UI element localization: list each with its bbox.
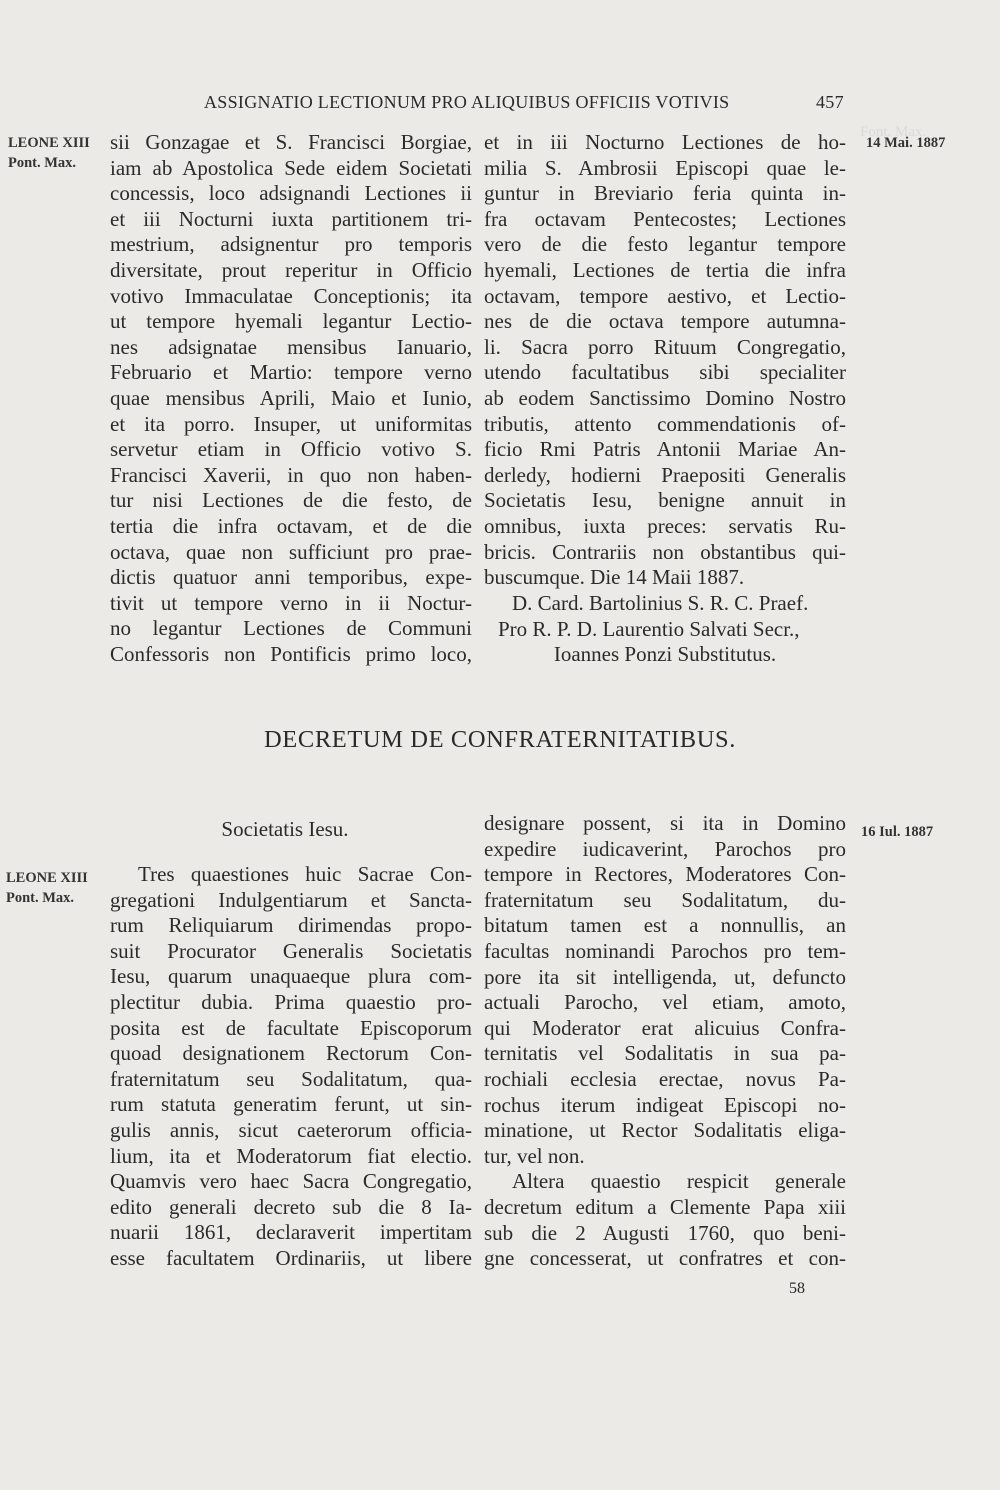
text-line: gulis annis, sicut caeterorum officia- <box>110 1117 472 1142</box>
text-line: fraternitatum seu Sodalitatum, du- <box>484 887 846 912</box>
top-right-column <box>484 130 846 591</box>
text-line: et in iii Nocturno Lectiones de ho- <box>484 130 846 154</box>
text-line: tivit ut tempore verno in ii Noctur- <box>110 590 472 615</box>
text-line: sub die 2 Augusti 1760, quo beni- <box>484 1220 846 1245</box>
text-line: designare possent, si ita in Domino <box>484 811 846 835</box>
text-line: mestrium, adsignentur pro temporis <box>110 232 472 257</box>
text-line: Quamvis vero haec Sacra Congregatio, <box>110 1169 472 1194</box>
text-line: facultas nominandi Parochos pro tem- <box>484 938 846 963</box>
text-line: tur, vel non. <box>484 1143 585 1168</box>
margin-note-top-left <box>8 133 90 173</box>
text-line: octava, quae non sufficiunt pro prae- <box>110 539 472 564</box>
text-line: gregationi Indulgentiarum et Sancta- <box>110 887 472 912</box>
text-line: servetur etiam in Officio votivo S. <box>110 437 472 462</box>
text-line: votivo Immaculatae Conceptionis; ita <box>110 283 472 308</box>
text-line: quae mensibus Aprili, Maio et Iunio, <box>110 385 472 410</box>
text-line: milia S. Ambrosii Episcopi quae le- <box>484 155 846 180</box>
show-through-text: Font. Max. <box>860 124 927 140</box>
top-left-column <box>110 130 472 667</box>
text-line: bitatum tamen est a nonnullis, an <box>484 913 846 938</box>
text-line: ternitatis vel Sodalitatis in sua pa- <box>484 1041 846 1066</box>
text-line: fraternitatum seu Sodalitatum, qua- <box>110 1066 472 1091</box>
text-line: et ita porro. Insuper, ut uniformitas <box>110 411 472 436</box>
text-line: decretum editum a Clemente Papa xiii <box>484 1194 846 1219</box>
margin-note-line: Pont. Max. <box>6 890 75 906</box>
text-line: dictis quatuor anni temporibus, expe- <box>110 565 472 590</box>
text-line: sii Gonzagae et S. Francisci Borgiae, <box>110 130 472 154</box>
decree-heading: DECRETUM DE CONFRATERNITATIBUS. <box>264 726 736 753</box>
signature-mark: 58 <box>789 1280 805 1297</box>
text-line: expedire iudicaverint, Parochos pro <box>484 836 846 861</box>
text-line: nes de die octava tempore autumna- <box>484 309 846 334</box>
signature-block <box>484 591 846 668</box>
text-line: edito generali decreto sub die 8 Ia- <box>110 1194 472 1219</box>
text-line: ut tempore hyemali legantur Lectio- <box>110 309 472 334</box>
signature-line: Pro R. P. D. Laurentio Salvati Secr., <box>498 616 800 641</box>
text-line: minatione, ut Rector Sodalitatis eliga- <box>484 1118 846 1143</box>
text-line: fra octavam Pentecostes; Lectiones <box>484 206 846 231</box>
text-line: octavam, tempore aestivo, et Lectio- <box>484 283 846 308</box>
text-line: buscumque. Die 14 Maii 1887. <box>484 565 745 590</box>
text-line: Tres quaestiones huic Sacrae Con- <box>138 862 472 886</box>
text-line: tertia die infra octavam, et de die <box>110 513 472 538</box>
text-line: bricis. Contrariis non obstantibus qui- <box>484 539 846 564</box>
text-line: Confessoris non Pontificis primo loco, <box>110 641 472 666</box>
text-line: gne concesserat, ut confratres et con- <box>484 1246 846 1271</box>
text-line: vero de die festo legantur tempore <box>484 232 846 257</box>
text-line: nuarii 1861, declaraverit impertitam <box>110 1220 472 1245</box>
text-line: guntur in Breviario feria quinta in- <box>484 181 846 206</box>
text-line: concessis, loco adsignandi Lectiones ii <box>110 181 472 206</box>
signature-line: D. Card. Bartolinius S. R. C. Praef. <box>512 591 809 615</box>
text-line: Iesu, quarum unaquaeque plura com- <box>110 964 472 989</box>
decree-subheading: Societatis Iesu. <box>221 817 349 841</box>
signature-line: Ioannes Ponzi Substitutus. <box>553 642 777 667</box>
text-line: lium, ita et Moderatorum fiat electio. <box>110 1143 472 1168</box>
text-line: rum statuta generatim ferunt, ut sin- <box>110 1092 472 1117</box>
text-line: diversitate, prout reperitur in Officio <box>110 257 472 282</box>
text-line: rochus iterum indigeat Episcopi no- <box>484 1092 846 1117</box>
running-head <box>0 92 1000 118</box>
bottom-right-column <box>484 811 846 1272</box>
text-line: Societatis Iesu, benigne annuit in <box>484 488 846 513</box>
text-line: tur nisi Lectiones de die festo, de <box>110 488 472 513</box>
text-line: Francisci Xaverii, in quo non haben- <box>110 462 472 487</box>
margin-note-bottom-right: 16 Iul. 1887 <box>861 824 934 840</box>
margin-note-line: LEONE XIII <box>6 870 88 886</box>
text-line: posita est de facultate Episcoporum <box>110 1015 472 1040</box>
text-line: quoad designationem Rectorum Con- <box>110 1041 472 1066</box>
text-line: nes adsignatae mensibus Ianuario, <box>110 334 472 359</box>
text-line: qui Moderator erat alicuius Confra- <box>484 1015 846 1040</box>
bottom-left-column <box>110 862 472 1272</box>
margin-note-line: Pont. Max. <box>8 155 77 171</box>
margin-note-line: LEONE XIII <box>8 135 90 151</box>
running-title: ASSIGNATIO LECTIONUM PRO ALIQUIBUS OFFICIIS VOTIVIS <box>204 92 730 112</box>
text-line: esse facultatem Ordinariis, ut libere <box>110 1245 472 1270</box>
text-line: tributis, attento commendationis of- <box>484 411 846 436</box>
text-line: iam ab Apostolica Sede eidem Societati <box>110 155 472 180</box>
text-line: suit Procurator Generalis Societatis <box>110 938 472 963</box>
text-line: ab eodem Sanctissimo Domino Nostro <box>484 385 846 410</box>
margin-note-top-right: 14 Mai. 1887 <box>866 135 946 151</box>
text-line: ficio Rmi Patris Antonii Mariae An- <box>484 437 846 462</box>
text-line: derledy, hodierni Praepositi Generalis <box>484 462 846 487</box>
text-line: utendo facultatibus sibi specialiter <box>484 360 846 385</box>
text-line: actuali Parocho, vel etiam, amoto, <box>484 990 846 1015</box>
text-line: no legantur Lectiones de Communi <box>110 616 472 641</box>
text-line: omnibus, iuxta preces: servatis Ru- <box>484 513 846 538</box>
text-line: tempore in Rectores, Moderatores Con- <box>484 862 846 887</box>
margin-note-bottom-left <box>6 868 88 908</box>
text-line: rochiali ecclesia erectae, novus Pa- <box>484 1066 846 1091</box>
text-line: et iii Nocturni iuxta partitionem tri- <box>110 206 472 231</box>
text-line: Februario et Martio: tempore verno <box>110 360 472 385</box>
text-line: li. Sacra porro Rituum Congregatio, <box>484 334 846 359</box>
page-number: 457 <box>816 92 844 112</box>
text-line: pore ita sit intelligenda, ut, defuncto <box>484 964 846 989</box>
text-line: plectitur dubia. Prima quaestio pro- <box>110 989 472 1014</box>
text-line: rum Reliquiarum dirimendas propo- <box>110 913 472 938</box>
text-line: hyemali, Lectiones de tertia die infra <box>484 257 846 282</box>
text-line: Altera quaestio respicit generale <box>512 1169 846 1194</box>
